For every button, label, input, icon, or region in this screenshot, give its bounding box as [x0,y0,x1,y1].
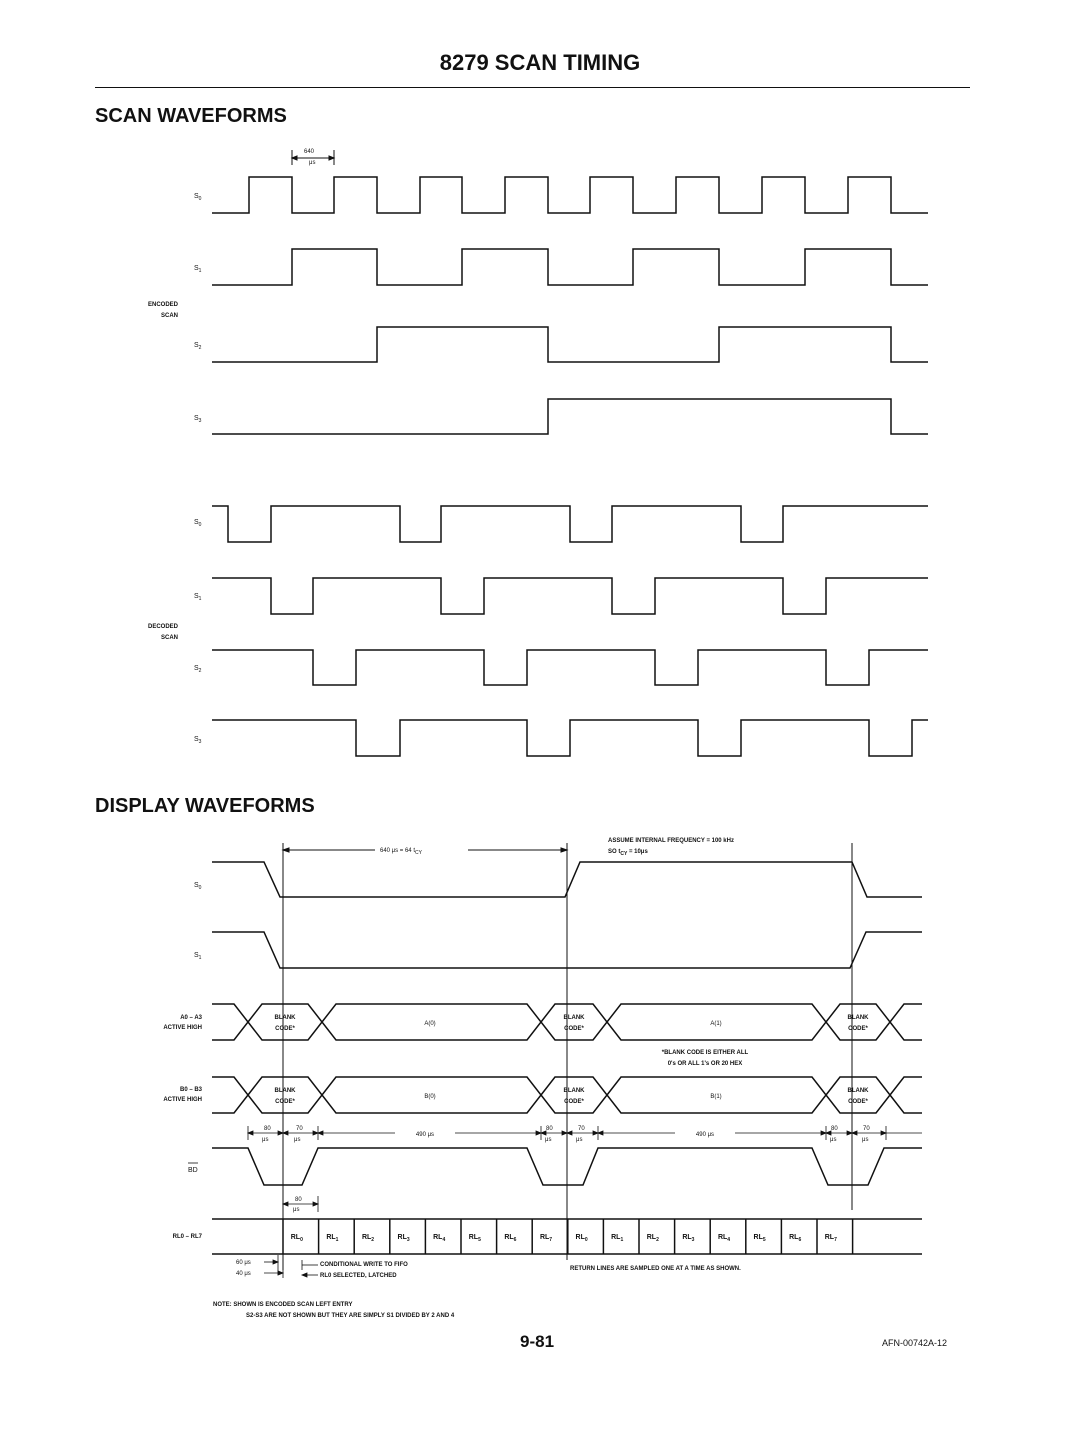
b-code-2: CODE* [564,1099,584,1105]
b-code-3: CODE* [848,1099,868,1105]
display-s0-label: $S_0$ [194,882,202,891]
page-number: 9-81 [520,1332,555,1351]
decoded-s2-label: $S_2$ [194,665,202,674]
scan-period-value: 640 [304,149,315,155]
a-value-0: A(0) [424,1021,436,1027]
encoded-s3-trace [212,399,928,434]
display-s1-label: $S_1$ [194,952,202,961]
a-code-3: CODE* [848,1026,868,1032]
rl-cell-label: $RL_6$ [789,1234,802,1243]
t80-label-3: 80 [831,1126,838,1132]
rl-cell-label: $RL_7$ [824,1234,837,1243]
display-waveforms-heading: DISPLAY WAVEFORMS [95,795,315,817]
rl-cell-label: $RL_3$ [397,1234,410,1243]
note-line-1: NOTE: SHOWN IS ENCODED SCAN LEFT ENTRY [213,1302,353,1308]
bd-80-label: 80 [295,1197,302,1203]
decoded-s0-label: $S_0$ [194,519,202,528]
scan-waveforms-heading: SCAN WAVEFORMS [95,105,287,127]
rl-cell-label: $RL_6$ [504,1234,517,1243]
encoded-group-label-1: ENCODED [147,302,178,308]
decoded-s1-trace [212,578,928,614]
a-code-2: CODE* [564,1026,584,1032]
decoded-s3-label: $S_3$ [194,736,202,745]
rl-cell-label: $RL_2$ [361,1234,375,1243]
encoded-s1-label: $S_1$ [194,265,202,274]
rl-cell-label: $RL_0$ [290,1234,303,1243]
rl-cells [283,1219,853,1254]
display-reference-lines [283,843,852,1270]
encoded-s0-trace [212,177,928,213]
t490-label-1: 490 μs [415,1132,435,1138]
rl-cell-label: $RL_7$ [539,1234,553,1243]
t80-us-3: μs [830,1137,837,1143]
document-code: AFN-00742A-12 [882,1338,948,1348]
t70-label-3: 70 [863,1126,870,1132]
decoded-s1-label: $S_1$ [194,593,202,602]
decoded-s3-trace [212,720,928,756]
page-title: 8279 SCAN TIMING [439,50,641,75]
b-value-0: B(0) [424,1094,436,1100]
encoded-s3-label: $S_3$ [194,415,202,424]
b-blank-3: BLANK [847,1088,869,1094]
rl-cell-label: $RL_0$ [575,1234,588,1243]
freq-note-2: SO $t_{CY} = 10\mu s$ [608,849,648,857]
decoded-group-label-2: SCAN [160,635,178,641]
a-bus-label-2: ACTIVE HIGH [163,1025,202,1031]
note-line-2: S2-S3 ARE NOT SHOWN BUT THEY ARE SIMPLY S1 DIVIDED BY 2 AND 4 [246,1313,455,1319]
a-value-1: A(1) [710,1021,722,1027]
freq-note-1: ASSUME INTERNAL FREQUENCY = 100 kHz [608,838,734,844]
encoded-s2-trace [212,327,928,362]
bd-timing-dimensions [248,1126,922,1140]
scan-period-unit: μs [309,160,316,166]
t70-us-1: μs [294,1137,301,1143]
display-period-label: 640 μs = 64 $t_{CY}$ [380,848,422,856]
encoded-s0-label: $S_0$ [194,193,202,202]
rl-cell-label: $RL_1$ [326,1234,339,1243]
blank-note-1: *BLANK CODE IS EITHER ALL [661,1050,749,1056]
a-bus-label-1: A0 – A3 [180,1015,202,1021]
rl-cell-label: $RL_4$ [717,1234,731,1243]
t490-label-2: 490 μs [695,1132,715,1138]
t70-us-3: μs [862,1137,869,1143]
b-blank-1: BLANK [274,1088,296,1094]
encoded-s1-trace [212,249,928,285]
a-blank-1: BLANK [274,1015,296,1021]
t80-label-1: 80 [264,1126,271,1132]
decoded-group-label-1: DECODED [147,624,178,630]
rl-cell-label: $RL_5$ [468,1234,481,1243]
t80-us-2: μs [545,1137,552,1143]
t80-us-1: μs [262,1137,269,1143]
a-code-1: CODE* [275,1026,295,1032]
rl-annotation-arrows [264,1255,318,1278]
bd-label: BD [188,1167,198,1174]
rl-cell-label: $RL_2$ [646,1234,659,1243]
b-bus-label-2: ACTIVE HIGH [163,1097,202,1103]
blank-note-2: 0's OR ALL 1's OR 20 HEX [667,1061,743,1067]
a-blank-2: BLANK [563,1015,585,1021]
decoded-s0-trace [212,506,928,542]
rl0-selected-label: RL0 SELECTED, LATCHED [320,1273,397,1279]
a-blank-3: BLANK [847,1015,869,1021]
rl-cell-label: $RL_3$ [682,1234,695,1243]
rl-label: RL0 – RL7 [172,1234,202,1240]
t80-label-2: 80 [546,1126,553,1132]
t40-label: 40 μs [236,1271,251,1277]
rl-cell-label: $RL_1$ [611,1234,624,1243]
encoded-group-label-2: SCAN [160,313,178,319]
t70-label-1: 70 [296,1126,303,1132]
b-bus-label-1: B0 – B3 [179,1087,202,1093]
b-blank-2: BLANK [563,1088,585,1094]
bd-80-us: μs [293,1207,300,1213]
t70-label-2: 70 [578,1126,585,1132]
b-value-1: B(1) [710,1094,722,1100]
encoded-s2-label: $S_2$ [194,342,202,351]
return-lines-note: RETURN LINES ARE SAMPLED ONE AT A TIME AS SHOWN. [570,1266,741,1272]
display-period-arrow [283,848,567,852]
rl-cell-label: $RL_4$ [433,1234,446,1243]
cond-write-label: CONDITIONAL WRITE TO FIFO [320,1262,408,1268]
b-code-1: CODE* [275,1099,295,1105]
rl-cell-label: $RL_5$ [753,1234,766,1243]
decoded-s2-trace [212,650,928,685]
t60-label: 60 μs [236,1260,251,1266]
t70-us-2: μs [576,1137,583,1143]
